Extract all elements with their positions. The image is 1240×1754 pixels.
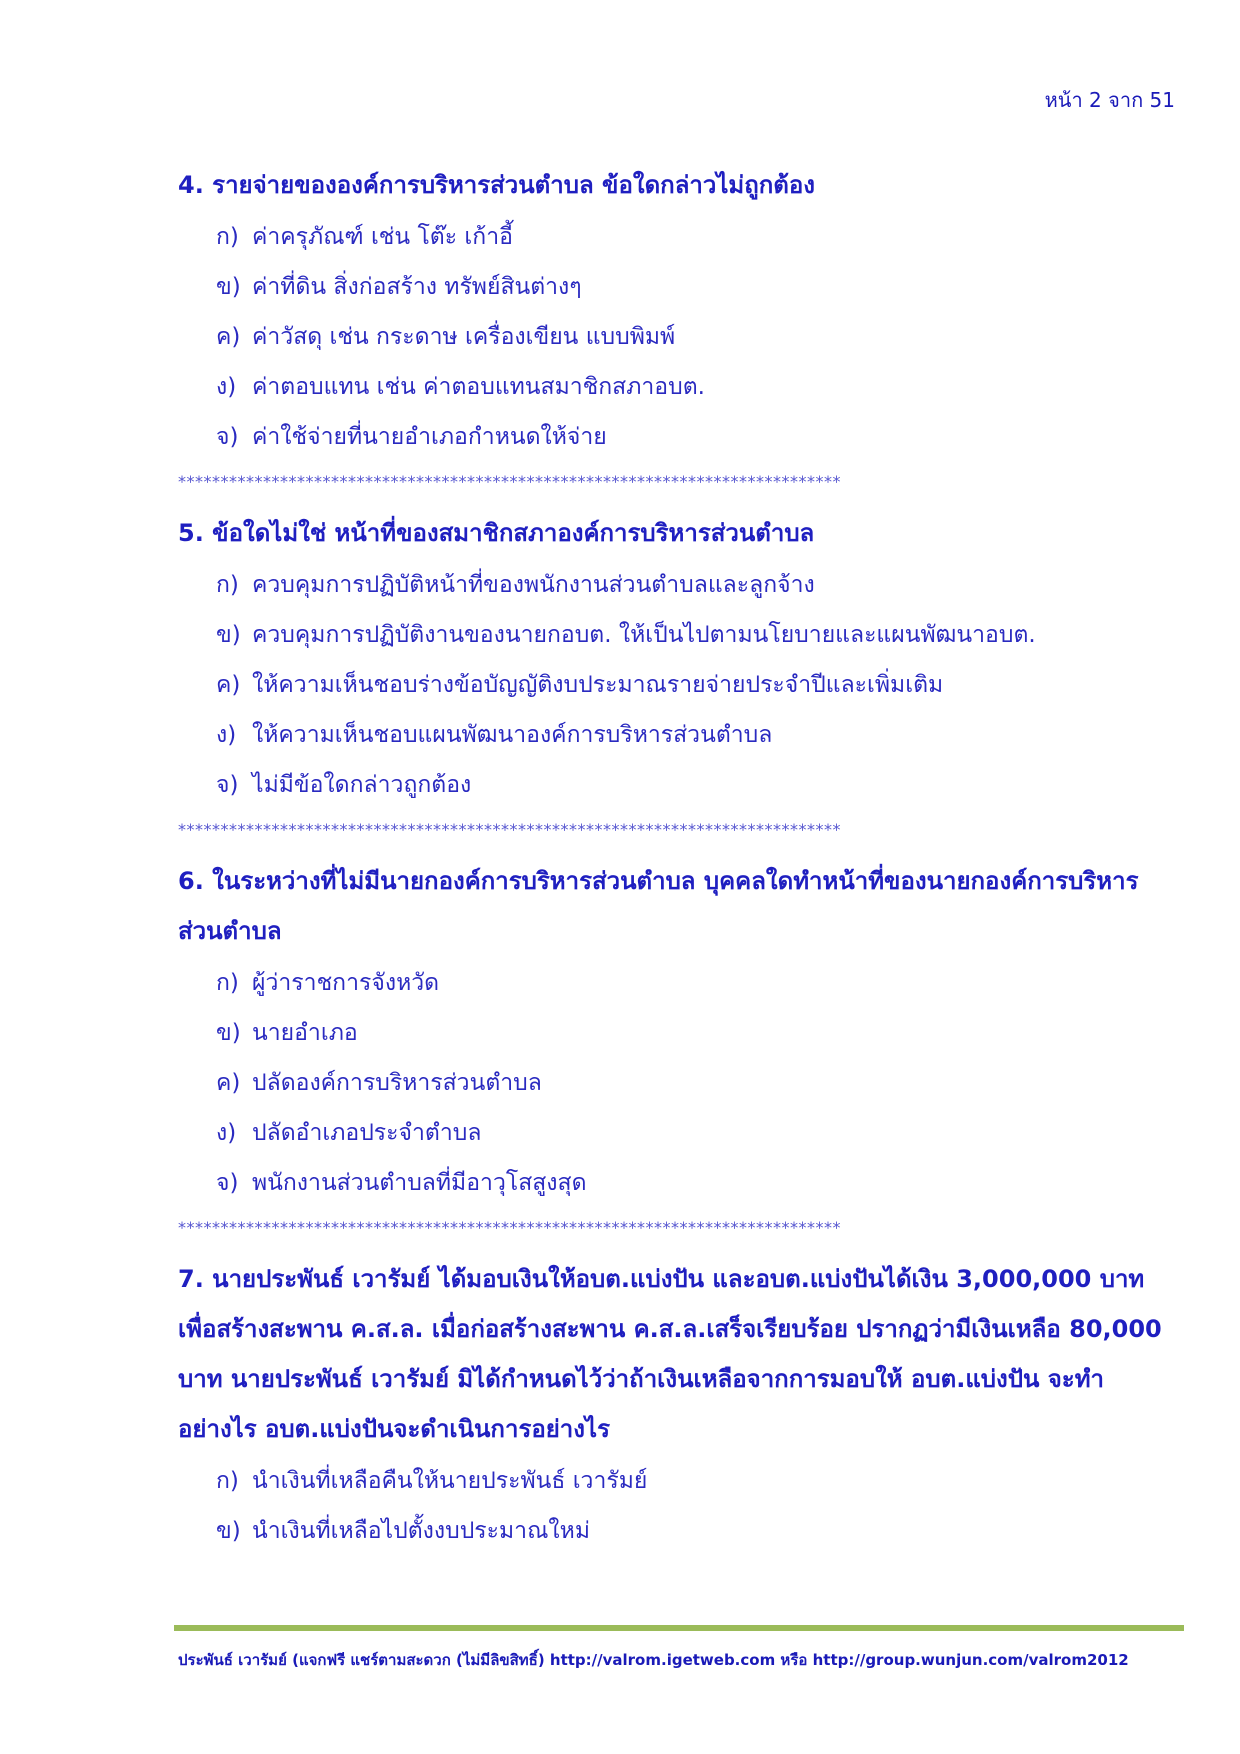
choice-text: ให้ความเห็นชอบแผนพัฒนาองค์การบริหารส่วนตำบล [252,722,773,748]
choice-item [178,1456,1178,1506]
question-7 [178,1254,1178,1556]
choice-letter: ง) [216,722,237,748]
choice-item [178,610,1178,660]
choice-letter: จ) [216,424,239,450]
choice-list [178,212,1178,462]
choice-letter: ข) [216,1518,241,1544]
choice-letter: จ) [216,1170,239,1196]
choice-item [178,1058,1178,1108]
choice-text: ค่าวัสดุ เช่น กระดาษ เครื่องเขียน แบบพิมพ์ [252,324,676,350]
question-text: 7. นายประพันธ์ เวารัมย์ ได้มอบเงินให้อบต.แบ่งปัน และอบต.แบ่งปันได้เงิน 3,000,000 บาท เพื่อสร้างสะพาน ค.ส.ล. เมื่อก่อสร้างสะพาน ค.ส.ล.เสร็จเรียบร้อย ปรากฏว่ามีเงินเหลือ 80,000 บาท นายประพันธ์ เวารัมย์ มิได้กำหนดไว้ว่าถ้าเงินเหลือจากการมอบให้ อบต.แบ่งปัน จะทำอย่างไร อบต.แบ่งปันจะดำเนินการอย่างไร [178,1265,1162,1443]
choice-letter: ข) [216,274,241,300]
choice-text: นำเงินที่เหลือคืนให้นายประพันธ์ เวารัมย์ [252,1468,648,1494]
choice-text: ค่าครุภัณฑ์ เช่น โต๊ะ เก้าอี้ [252,224,513,250]
question-text: 6. ในระหว่างที่ไม่มีนายกองค์การบริหารส่วนตำบล บุคคลใดทำหน้าที่ของนายกองค์การบริหารส่วนตำบล [178,867,1139,945]
separator: ****************************************************************************** [178,472,841,491]
choice-text: ค่าที่ดิน สิ่งก่อสร้าง ทรัพย์สินต่างๆ [252,274,582,300]
choice-item [178,1506,1178,1556]
page-number: หน้า 2 จาก 51 [1044,88,1175,112]
footer-divider [174,1625,1184,1631]
choice-text: พนักงานส่วนตำบลที่มีอาวุโสสูงสุด [252,1170,587,1196]
choice-text: ไม่มีข้อใดกล่าวถูกต้อง [252,772,472,798]
choice-item [178,212,1178,262]
choice-item [178,958,1178,1008]
choice-letter: ค) [216,672,241,698]
choice-item [178,560,1178,610]
choice-letter: จ) [216,772,239,798]
choice-list [178,958,1178,1208]
choice-text: ผู้ว่าราชการจังหวัด [252,970,440,996]
choice-text: ปลัดองค์การบริหารส่วนตำบล [252,1070,542,1096]
choice-letter: ก) [216,224,239,250]
choice-item [178,312,1178,362]
choice-item [178,362,1178,412]
choice-item [178,1158,1178,1208]
choice-letter: ค) [216,1070,241,1096]
choice-item [178,412,1178,462]
choice-text: ควบคุมการปฏิบัติหน้าที่ของพนักงานส่วนตำบลและลูกจ้าง [252,572,815,598]
question-text: 4. รายจ่ายขององค์การบริหารส่วนตำบล ข้อใดกล่าวไม่ถูกต้อง [178,171,816,199]
question-6 [178,856,1178,1208]
choice-letter: ข) [216,622,241,648]
document-body [178,160,1178,1556]
choice-list [178,1456,1178,1556]
choice-text: ควบคุมการปฏิบัติงานของนายกอบต. ให้เป็นไปตามนโยบายและแผนพัฒนาอบต. [252,622,1036,648]
choice-letter: ง) [216,1120,237,1146]
choice-letter: ก) [216,572,239,598]
choice-item [178,660,1178,710]
choice-text: ให้ความเห็นชอบร่างข้อบัญญัติงบประมาณรายจ่ายประจำปีและเพิ่มเติม [252,672,944,698]
choice-item [178,1008,1178,1058]
choice-letter: ก) [216,1468,239,1494]
question-4 [178,160,1178,462]
choice-item [178,262,1178,312]
choice-text: ปลัดอำเภอประจำตำบล [252,1120,482,1146]
footer-text: ประพันธ์ เวารัมย์ (แจกฟรี แชร์ตามสะดวก (ไม่มีลิขสิทธิ์) http://valrom.igetweb.com หรือ http://group.wunjun.com/valrom2012 [178,1651,1129,1669]
choice-letter: ก) [216,970,239,996]
choice-letter: ค) [216,324,241,350]
choice-item [178,710,1178,760]
separator: ****************************************************************************** [178,820,841,839]
choice-text: นายอำเภอ [252,1020,358,1046]
question-5 [178,508,1178,810]
choice-letter: ง) [216,374,237,400]
choice-letter: ข) [216,1020,241,1046]
choice-item [178,760,1178,810]
question-text: 5. ข้อใดไม่ใช่ หน้าที่ของสมาชิกสภาองค์การบริหารส่วนตำบล [178,519,815,547]
separator: ****************************************************************************** [178,1218,841,1237]
choice-text: ค่าตอบแทน เช่น ค่าตอบแทนสมาชิกสภาอบต. [252,374,705,400]
choice-list [178,560,1178,810]
choice-text: ค่าใช้จ่ายที่นายอำเภอกำหนดให้จ่าย [252,424,607,450]
choice-text: นำเงินที่เหลือไปตั้งงบประมาณใหม่ [252,1518,590,1544]
choice-item [178,1108,1178,1158]
